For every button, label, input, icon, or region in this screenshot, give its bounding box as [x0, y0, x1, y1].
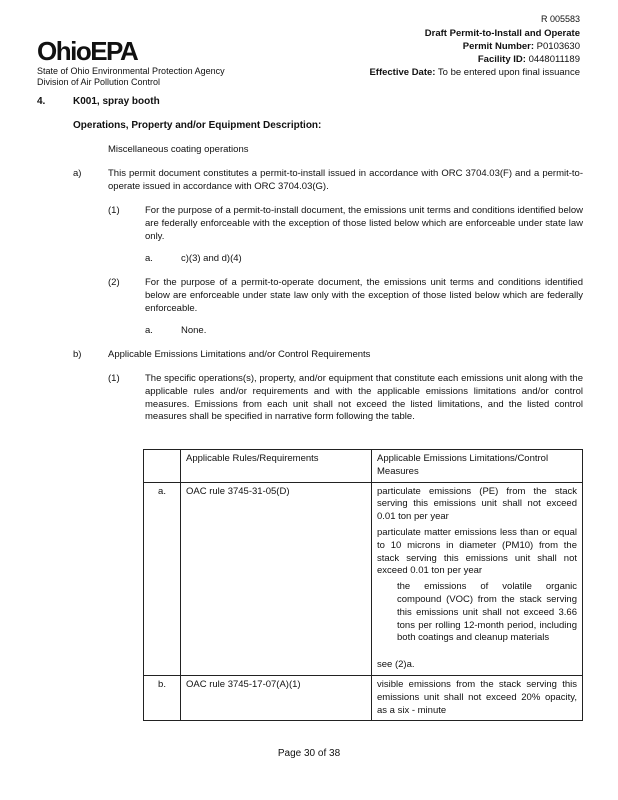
facility-value: 0448011189: [528, 54, 580, 65]
ops-heading: Operations, Property and/or Equipment Description:: [73, 120, 322, 131]
limit-voc: the emissions of volatile organic compound (VOC) from the stack serving this emissions unit shall not exceed 3.66 tons per rolling 12-month period, including both coatings and cleanup materials: [397, 581, 577, 644]
limit-pe: particulate emissions (PE) from the stack serving this emissions unit shall not exceed 0.01 ton per year: [377, 485, 577, 523]
agency-line-1: State of Ohio Environmental Protection Agency: [37, 66, 225, 76]
doc-number: R 005583: [540, 14, 580, 24]
section-number: 4.: [37, 96, 46, 107]
table-header-row: [144, 450, 583, 483]
table-row: [144, 482, 583, 675]
row-rule: OAC rule 3745-31-05(D): [181, 482, 372, 675]
emissions-table: [143, 449, 583, 721]
header-limits: Applicable Emissions Limitations/Control Measures: [372, 450, 583, 483]
a2-label: (2): [108, 277, 120, 288]
header-rules: Applicable Rules/Requirements: [181, 450, 372, 483]
row-rule: OAC rule 3745-17-07(A)(1): [181, 675, 372, 720]
b-label: b): [73, 349, 82, 360]
ops-desc: Miscellaneous coating operations: [108, 144, 249, 155]
a-text: This permit document constitutes a permit-to-install issued in accordance with ORC 3704.03(F) and a permit-to-operate issued in accordance with ORC 3704.03(G).: [108, 168, 583, 192]
a-label: a): [73, 168, 82, 179]
facility-label: Facility ID:: [477, 54, 526, 65]
table-row: [144, 675, 583, 720]
facility-id: [478, 54, 580, 66]
header-blank-cell: [144, 450, 181, 483]
a1a-text: c)(3) and d)(4): [181, 253, 242, 264]
a1-label: (1): [108, 205, 120, 216]
effective-date: [369, 67, 580, 79]
a1a-label: a.: [145, 253, 153, 264]
permit-label: Permit Number:: [462, 41, 535, 52]
a2a-text: None.: [181, 325, 207, 336]
effective-value: To be entered upon final issuance: [437, 67, 580, 78]
a2-text: For the purpose of a permit-to-operate document, the emissions unit terms and conditions identified below are enforceable under state law only with the exception of those listed below which are federally enforceable.: [145, 277, 583, 314]
effective-label: Effective Date:: [369, 67, 436, 78]
b-text: Applicable Emissions Limitations and/or Control Requirements: [108, 349, 371, 360]
permit-value: P0103630: [536, 41, 580, 52]
b1-text: The specific operations(s), property, and/or equipment that constitute each emissions unit along with the applicable rules and/or requirements and with the applicable emissions limitations and/or control measures. Emissions from each unit shall not exceed the listed limitations, and the listed control measures shall be specified in narrative form following the table.: [145, 373, 583, 423]
a2a-label: a.: [145, 325, 153, 336]
limit-visible: visible emissions from the stack serving this emissions unit shall not exceed 20% opacity, as a six - minute: [377, 678, 577, 716]
a1-text: For the purpose of a permit-to-install document, the emissions unit terms and conditions identified below are federally enforceable with the exception of those listed below which are enforceable under state law only.: [145, 205, 583, 242]
agency-line-2: Division of Air Pollution Control: [37, 77, 161, 87]
row-label: a.: [144, 482, 181, 675]
limit-pm10: particulate matter emissions less than or equal to 10 microns in diameter (PM10) from the stack serving this emissions unit shall not exceed 0.01 ton per year: [377, 526, 577, 577]
row-label: b.: [144, 675, 181, 720]
limit-see: see (2)a.: [377, 659, 415, 671]
page-number: Page 30 of 38: [277, 748, 341, 759]
section-title: K001, spray booth: [73, 96, 160, 107]
b1-label: (1): [108, 373, 120, 384]
permit-number: [463, 41, 580, 53]
ohio-epa-logo: OhioEPA: [37, 36, 138, 66]
header-title: Draft Permit-to-Install and Operate: [424, 28, 580, 39]
